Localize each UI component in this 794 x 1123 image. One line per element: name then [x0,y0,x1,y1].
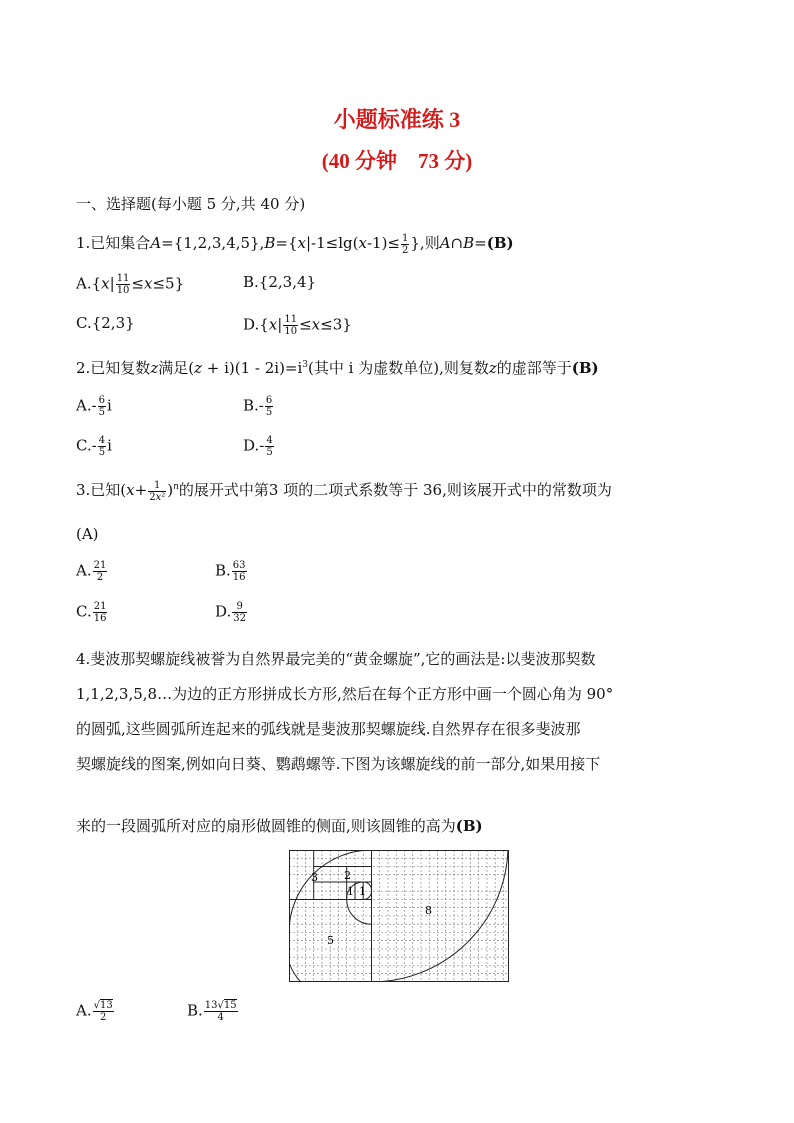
q4-line-4: 契螺旋线的图案,例如向日葵、鹦鹉螺等.下图为该螺旋线的前一部分,如果用接下 [76,755,601,773]
q2-answer: (B) [571,359,599,377]
q4-line-5: 来的一段圆弧所对应的扇形做圆锥的侧面,则该圆锥的高为(B) [76,817,483,835]
q1-stem: 1.已知集合A={1,2,3,4,5},B={x|-1≤lg(x-1)≤ $\frac{1}{2}$ },则A∩B=(B) [76,232,514,256]
figure-label-5: 5 [327,934,334,947]
figure-label-1b: 1 [359,885,366,898]
figure-label-2: 2 [344,869,351,882]
q2-option-a: A.- $\frac{6}{5}$ i [76,395,112,418]
q4-answer: (B) [455,817,483,835]
q4-option-b: B. $\frac{13√15}{4}$ [187,1000,237,1023]
q3-option-a: A. $\frac{21}{2}$ [76,560,107,583]
q4-line-2: 1,1,2,3,5,8…为边的正方形拼成长方形,然后在每个正方形中画一个圆心角为 90° [76,685,614,703]
q4-option-a: A. $\frac{√13}{2}$ [76,1000,113,1023]
q4-line-1: 4.斐波那契螺旋线被誉为自然界最完美的“黄金螺旋”,它的画法是:以斐波那契数 [76,650,596,668]
q3-option-d: D. $\frac{9}{32}$ [215,601,246,624]
section-heading: 一、选择题(每小题 5 分,共 40 分) [76,195,306,213]
q3-option-b: B. $\frac{63}{16}$ [215,560,246,583]
fibonacci-spiral-figure [289,850,509,982]
q2-stem: 2.已知复数z满足$(z + i)(1 - 2i)=i^3$(其中 i 为虚数单位),则复数z的虚部等于(B) [76,359,599,377]
q1-option-c: C.{2,3} [76,314,135,332]
page-title: 小题标准练 3 [333,107,461,132]
figure-label-8: 8 [425,904,432,917]
figure-label-1a: 1 [347,885,354,898]
q2-option-b: B.- $\frac{6}{5}$ [243,395,273,418]
page-subtitle: (40 分钟 73 分) [321,149,473,173]
q2-option-d: D.- $\frac{4}{5}$ [243,435,273,458]
q4-line-3: 的圆弧,这些圆弧所连起来的弧线就是斐波那契螺旋线.自然界存在很多斐波那 [76,720,581,738]
q1-option-d: D.{x| $\frac{11}{10}$ ≤x≤3} [243,314,352,337]
q2-option-c: C.- $\frac{4}{5}$ i [76,435,112,458]
figure-label-3: 3 [311,871,318,884]
q3-stem: 3.已知(x+ $\frac{1}{\text{2x²}}$ )$^n$的展开式中第3 项的二项式系数等于 36,则该展开式中的常数项为 [76,479,612,503]
q3-option-c: C. $\frac{21}{16}$ [76,601,107,624]
q1-option-a: A.{x| $\frac{11}{10}$ ≤x≤5} [76,273,185,296]
q1-option-b: B.{2,3,4} [243,273,317,291]
q1-answer: (B) [486,234,514,252]
q3-answer: (A) [76,525,99,543]
